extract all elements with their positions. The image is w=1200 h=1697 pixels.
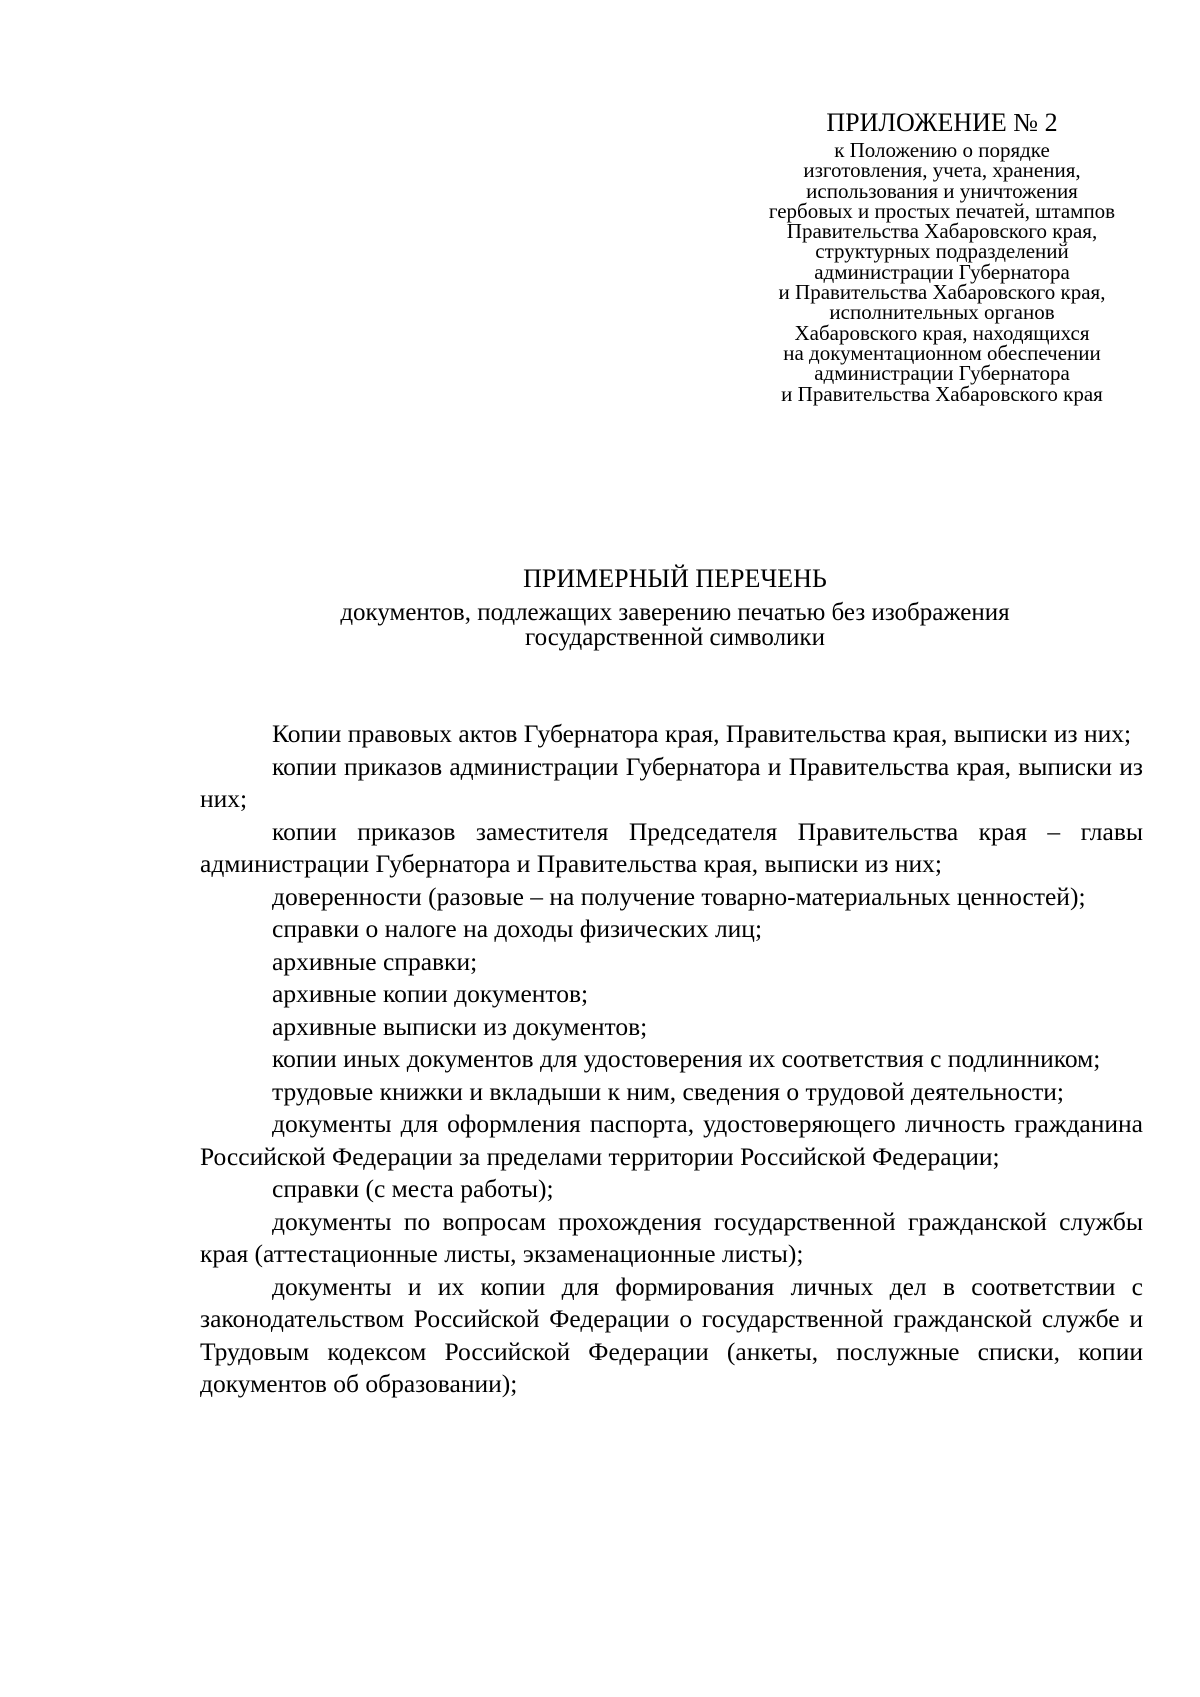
- list-item: доверенности (разовые – на получение товарно-материальных ценностей);: [272, 881, 1086, 911]
- appendix-line: к Положению о порядке: [834, 138, 1050, 162]
- list-item: трудовые книжки и вкладыши к ним, сведения о трудовой деятельности;: [272, 1076, 1064, 1106]
- appendix-line: исполнительных органов: [829, 300, 1055, 325]
- appendix-header: [736, 106, 1148, 404]
- appendix-line: администрации Губернатора: [814, 361, 1070, 386]
- list-item: копии приказов администрации Губернатора и Правительства края, выписки из них;: [200, 751, 1143, 813]
- list-item: Копии правовых актов Губернатора края, Правительства края, выписки из них;: [272, 719, 1132, 748]
- appendix-line: Правительства Хабаровского края,: [786, 219, 1098, 244]
- list-item: копии приказов заместителя Председателя Правительства края – главы администрации Губернатора и Правительства края, выписки из них;: [200, 816, 1143, 878]
- list-item: документы по вопросам прохождения государственной гражданской службы края (аттестационные листы, экзаменационные листы);: [200, 1206, 1143, 1268]
- appendix-line: структурных подразделений: [815, 239, 1069, 264]
- list-item: архивные справки;: [272, 946, 478, 976]
- appendix-line: гербовых и простых печатей, штампов: [768, 198, 1116, 223]
- appendix-line: Хабаровского края, находящихся: [794, 320, 1090, 345]
- appendix-line: и Правительства Хабаровского края,: [778, 280, 1106, 305]
- list-item: справки о налоге на доходы физических лиц;: [272, 914, 763, 943]
- document-title: ПРИМЕРНЫЙ ПЕРЕЧЕНЬ: [523, 564, 827, 593]
- list-item: архивные копии документов;: [272, 979, 589, 1008]
- list-item: архивные выписки из документов;: [272, 1011, 648, 1041]
- list-item: справки (с места работы);: [272, 1174, 554, 1203]
- document-list: [200, 718, 1143, 1401]
- document-subtitle-line: государственной символики: [525, 624, 825, 651]
- appendix-line: использования и уничтожения: [806, 178, 1078, 203]
- appendix-line: на документационном обеспечении: [783, 340, 1101, 365]
- appendix-line: изготовления, учета, хранения,: [803, 158, 1081, 183]
- document-title-block: [200, 562, 1150, 650]
- list-item: документы и их копии для формирования личных дел в соответствии с законодательством Российской Федерации о государственной гражданской службе и Трудовым кодексом Российской Федерации (анкеты, послужные списки, копии документов об образовании);: [200, 1271, 1143, 1398]
- appendix-title: ПРИЛОЖЕНИЕ № 2: [826, 108, 1058, 137]
- document-subtitle: [200, 600, 1150, 650]
- appendix-subtitle: [736, 140, 1148, 404]
- list-item: копии иных документов для удостоверения их соответствия с подлинником;: [272, 1044, 1101, 1073]
- appendix-line: и Правительства Хабаровского края: [781, 381, 1103, 406]
- list-item: документы для оформления паспорта, удостоверяющего личность гражданина Российской Федерации за пределами территории Российской Федерации;: [200, 1109, 1143, 1171]
- document-subtitle-line: документов, подлежащих заверению печатью без изображения: [340, 599, 1010, 626]
- appendix-line: администрации Губернатора: [814, 259, 1070, 284]
